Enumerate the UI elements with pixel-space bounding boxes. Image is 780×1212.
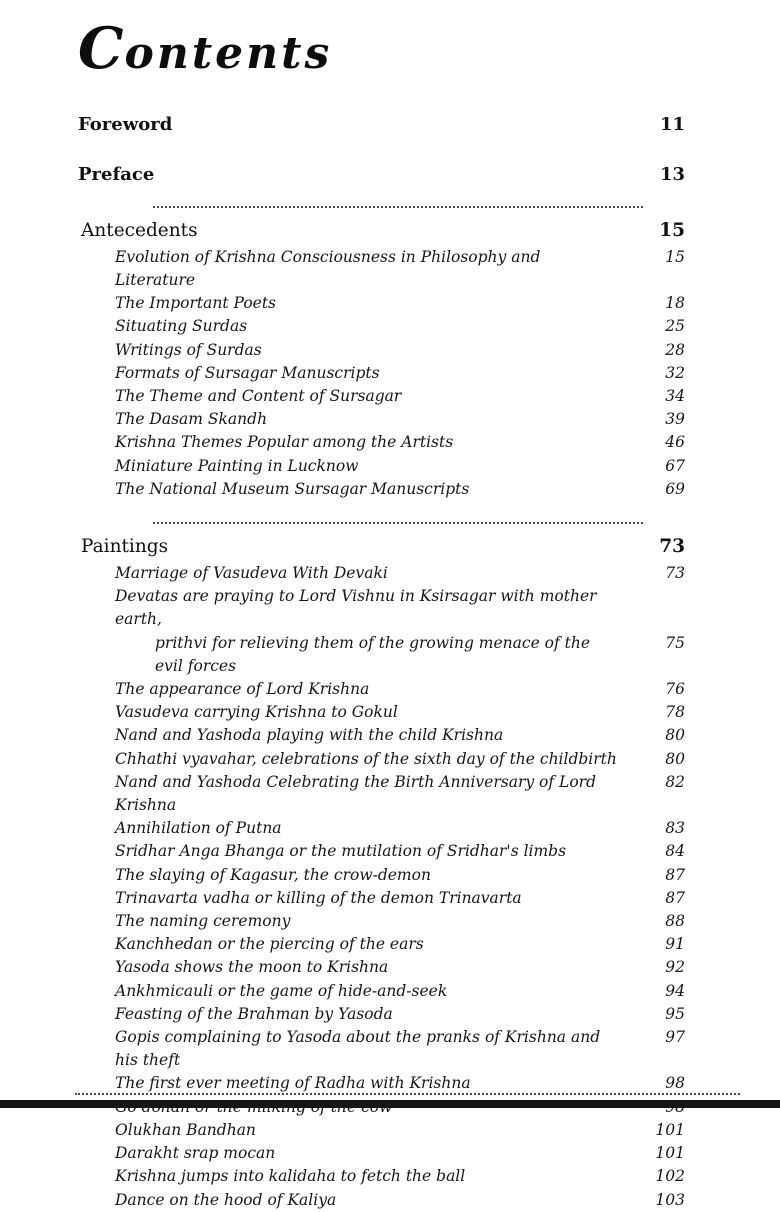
toc-entry-row bbox=[78, 1165, 685, 1188]
entry-label: Krishna jumps into kalidaha to fetch the ball bbox=[115, 1167, 466, 1186]
page-number: 102 bbox=[655, 1167, 685, 1186]
entry-label: Dance on the hood of Kaliya bbox=[115, 1190, 337, 1209]
toc-entry-row bbox=[78, 771, 685, 817]
entry-label: The Theme and Content of Sursagar bbox=[115, 387, 402, 405]
toc-entry-row bbox=[78, 840, 685, 863]
entry-label: Devatas are praying to Lord Vishnu in Ksirsagar with mother earth, bbox=[115, 587, 597, 629]
section-heading-row bbox=[78, 536, 685, 557]
toc-entry-row bbox=[78, 701, 685, 724]
entry-label: The naming ceremony bbox=[115, 912, 291, 931]
toc-entry-row bbox=[78, 292, 685, 315]
toc-entry-row bbox=[78, 910, 685, 933]
entry-label: Darakht srap mocan bbox=[115, 1144, 276, 1163]
entry-label: Trinavarta vadha or killing of the demon Trinavarta bbox=[115, 888, 522, 907]
dotted-separator-bottom bbox=[75, 1093, 740, 1095]
toc-entry-row bbox=[78, 678, 685, 701]
toc-entry-row bbox=[78, 887, 685, 910]
toc-entry-row bbox=[78, 933, 685, 956]
entry-label: The National Museum Sursagar Manuscripts bbox=[115, 479, 470, 498]
page-number: 80 bbox=[665, 726, 685, 745]
entry-label: Gopis complaining to Yasoda about the pranks of Krishna and his theft bbox=[115, 1028, 601, 1070]
page-number: 83 bbox=[665, 819, 685, 838]
page-number: 87 bbox=[665, 865, 685, 884]
entry-label: The slaying of Kagasur, the crow-demon bbox=[115, 865, 431, 884]
toc-entry-row bbox=[78, 315, 685, 338]
toc-entry-continuation-row bbox=[78, 632, 685, 678]
page-bottom-edge bbox=[0, 1100, 780, 1108]
toc-entry-row bbox=[78, 455, 685, 478]
toc-entry-row bbox=[78, 478, 685, 501]
page-number: 97 bbox=[665, 1028, 685, 1047]
page-number: 84 bbox=[665, 842, 685, 861]
toc-entry-row bbox=[78, 362, 685, 385]
toc-content bbox=[78, 114, 685, 1212]
entry-label: Yasoda shows the moon to Krishna bbox=[115, 958, 389, 977]
page-number: 78 bbox=[665, 703, 685, 722]
page-number: 98 bbox=[665, 1074, 685, 1093]
page-number: 75 bbox=[665, 633, 685, 652]
page-number: 82 bbox=[665, 772, 685, 791]
toc-entry-row bbox=[78, 585, 685, 631]
toc-entry-row bbox=[78, 1026, 685, 1072]
page-number: 11 bbox=[659, 113, 685, 135]
page-number: 92 bbox=[665, 958, 685, 977]
page-number: 46 bbox=[665, 433, 685, 452]
page-number: 88 bbox=[665, 912, 685, 931]
entry-label: Formats of Sursagar Manuscripts bbox=[115, 363, 380, 382]
toc-entry-row bbox=[78, 1142, 685, 1165]
toc-entry-row bbox=[78, 817, 685, 840]
entry-label: Marriage of Vasudeva With Devaki bbox=[115, 564, 388, 583]
entry-label: The appearance of Lord Krishna bbox=[115, 680, 370, 699]
entry-label: Annihilation of Putna bbox=[115, 819, 282, 838]
toc-entry-row bbox=[78, 1189, 685, 1212]
front-matter-label: Preface bbox=[78, 163, 155, 185]
section-title: Antecedents bbox=[81, 219, 198, 241]
entry-label: The Dasam Skandh bbox=[115, 410, 268, 429]
toc-entry-row bbox=[78, 339, 685, 362]
toc-entry-row bbox=[78, 724, 685, 747]
toc-entry-row bbox=[78, 431, 685, 454]
entry-label: Vasudeva carrying Krishna to Gokul bbox=[115, 703, 398, 722]
page-number: 87 bbox=[665, 888, 685, 907]
page-number: 67 bbox=[665, 456, 685, 475]
toc-section bbox=[78, 220, 685, 501]
section-entries bbox=[78, 562, 685, 1212]
entry-label: Feasting of the Brahman by Yasoda bbox=[115, 1004, 393, 1023]
entry-label: The first ever meeting of Radha with Krishna bbox=[115, 1074, 471, 1093]
page-number: 103 bbox=[655, 1190, 685, 1209]
section-entries bbox=[78, 246, 685, 501]
toc-entry-row bbox=[78, 748, 685, 771]
toc-entry-row bbox=[78, 956, 685, 979]
page-number: 95 bbox=[665, 1004, 685, 1023]
page-number: 34 bbox=[665, 387, 685, 405]
dotted-separator bbox=[153, 522, 643, 524]
entry-label: Writings of Surdas bbox=[115, 340, 262, 359]
entry-label: Sridhar Anga Bhanga or the mutilation of Sridhar's limbs bbox=[115, 842, 567, 861]
toc-entry-row bbox=[78, 864, 685, 887]
front-matter-row bbox=[78, 114, 685, 135]
entry-label: Nand and Yashoda playing with the child Krishna bbox=[115, 726, 504, 745]
page-number: 91 bbox=[665, 935, 685, 954]
section-heading-row bbox=[78, 220, 685, 241]
entry-label: prithvi for relieving them of the growing menace of the evil forces bbox=[155, 633, 591, 675]
front-matter bbox=[78, 114, 685, 185]
toc-entry-row bbox=[78, 246, 685, 292]
entry-label: Olukhan Bandhan bbox=[115, 1120, 256, 1139]
entry-label: Situating Surdas bbox=[115, 317, 248, 336]
page-number: 73 bbox=[665, 564, 685, 583]
page-number: 101 bbox=[655, 1120, 685, 1139]
section-title: Paintings bbox=[81, 536, 169, 558]
page-number: 39 bbox=[665, 410, 685, 429]
page-number: 25 bbox=[665, 317, 685, 336]
entry-label: Evolution of Krishna Consciousness in Philosophy and Literature bbox=[115, 247, 541, 289]
toc-entry-row bbox=[78, 408, 685, 431]
toc-section bbox=[78, 536, 685, 1212]
page-number: 13 bbox=[659, 163, 685, 185]
page-number: 101 bbox=[655, 1144, 685, 1163]
entry-label: Nand and Yashoda Celebrating the Birth Anniversary of Lord Krishna bbox=[115, 772, 596, 815]
page-number: 28 bbox=[665, 340, 685, 359]
entry-label: Kanchhedan or the piercing of the ears bbox=[115, 935, 424, 954]
page-number: 69 bbox=[665, 479, 685, 498]
page-number: 76 bbox=[665, 680, 685, 699]
entry-label: Miniature Painting in Lucknow bbox=[115, 456, 359, 475]
entry-label: The Important Poets bbox=[115, 294, 277, 313]
dotted-separator bbox=[153, 206, 643, 208]
entry-label: Ankhmicauli or the game of hide-and-seek bbox=[115, 981, 448, 1000]
entry-label: Chhathi vyavahar, celebrations of the sixth day of the childbirth bbox=[115, 749, 617, 768]
toc-entry-row bbox=[78, 1003, 685, 1026]
toc-entry-row bbox=[78, 1119, 685, 1142]
page-number: 18 bbox=[665, 294, 685, 313]
page-number: 94 bbox=[665, 981, 685, 1000]
front-matter-row bbox=[78, 164, 685, 185]
page-number: 15 bbox=[665, 247, 685, 266]
front-matter-label: Foreword bbox=[78, 113, 173, 135]
toc-sections bbox=[78, 206, 685, 1212]
entry-label: Krishna Themes Popular among the Artists bbox=[115, 433, 454, 452]
page-number: 80 bbox=[665, 749, 685, 768]
toc-entry-row bbox=[78, 562, 685, 585]
page-title: Contents bbox=[78, 15, 333, 82]
page-number: 15 bbox=[659, 219, 685, 241]
page-number: 73 bbox=[659, 536, 685, 558]
toc-entry-row bbox=[78, 385, 685, 408]
page-number: 32 bbox=[665, 363, 685, 382]
toc-entry-row bbox=[78, 980, 685, 1003]
